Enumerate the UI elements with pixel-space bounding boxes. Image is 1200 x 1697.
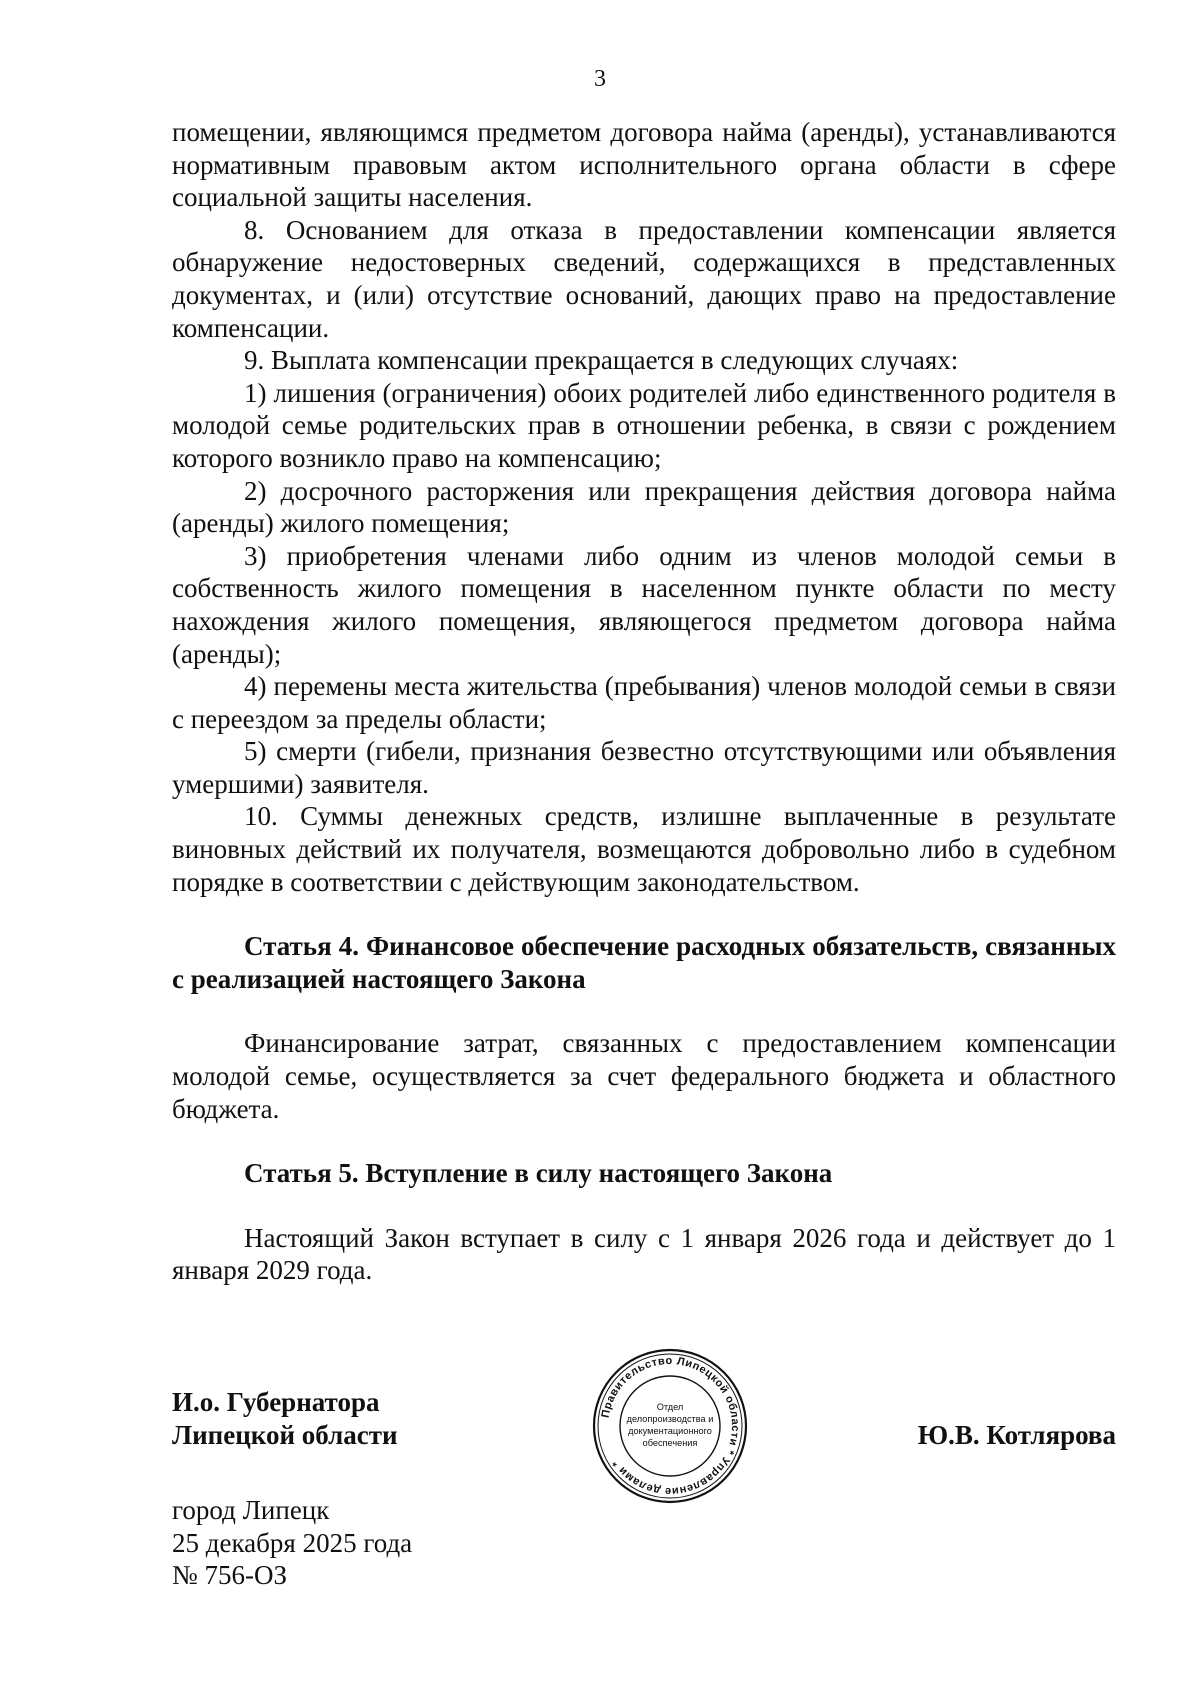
page-number: 3 [594,66,606,92]
signer-name: Ю.В. Котлярова [917,1419,1116,1450]
signer-title-line2: Липецкой области [172,1419,398,1450]
subitem-3: 3) приобретения членами либо одним из членов молодой семьи в собственность жилого помещения в населенном пункте области по месту нахождения жилого помещения, являющегося предметом договора найма (аренды); [172,540,1116,669]
stamp-inner-line2: делопроизводства и [626,1414,714,1424]
paragraph-item-9: 9. Выплата компенсации прекращается в следующих случаях: [244,345,959,376]
article-4-heading: Статья 4. Финансовое обеспечение расходных обязательств, связанных с реализацией настоящего Закона [172,931,1116,994]
official-stamp [590,1346,750,1506]
article-4-text: Финансирование затрат, связанных с предоставлением компенсации молодой семье, осуществляется за счет федерального бюджета и областного бюджета. [172,1028,1116,1124]
city: город Липецк [172,1495,330,1525]
paragraph-item-10: 10. Суммы денежных средств, излишне выплаченные в результате виновных действий их получателя, возмещаются добровольно либо в судебном порядке в соответствии с действующим законодательством. [172,801,1116,897]
subitem-4: 4) перемены места жительства (пребывания) членов молодой семьи в связи с переездом за пределы области; [172,671,1116,734]
subitem-2: 2) досрочного расторжения или прекращения действия договора найма (аренды) жилого помещения; [172,475,1116,539]
article-5-text: Настоящий Закон вступает в силу с 1 января 2026 года и действует до 1 января 2029 года. [172,1222,1116,1286]
place-date-number [172,1494,412,1592]
subitem-5: 5) смерти (гибели, признания безвестно отсутствующими или объявления умершими) заявителя. [172,736,1116,799]
paragraph-item-8: 8. Основанием для отказа в предоставлении компенсации является обнаружение недостоверных сведений, содержащихся в представленных документах, и (или) отсутствие оснований, дающих право на предоставление компенсации. [172,214,1116,343]
paragraph-continuation: помещении, являющимся предметом договора найма (аренды), устанавливаются нормативным правовым актом исполнительного органа области в сфере социальной защиты населения. [172,117,1116,213]
stamp-inner-line1: Отдел [656,1402,684,1412]
article-5-heading: Статья 5. Вступление в силу настоящего Закона [244,1158,833,1189]
subitem-1: 1) лишения (ограничения) обоих родителей либо единственного родителя в молодой семье родительских прав в отношении ребенка, в связи с рождением которого возникло право на компенсацию; [172,377,1116,473]
stamp-inner-line3: документационного [628,1426,712,1436]
signer-title-line1: И.о. Губернатора [172,1387,380,1417]
date: 25 декабря 2025 года [172,1527,413,1558]
law-number: № 756-ОЗ [172,1560,288,1591]
document-body [172,116,1116,1287]
stamp-outer-text: Правительство Липецкой области * Управление делами * [599,1354,742,1498]
stamp-inner-line4: обеспечения [642,1438,698,1448]
